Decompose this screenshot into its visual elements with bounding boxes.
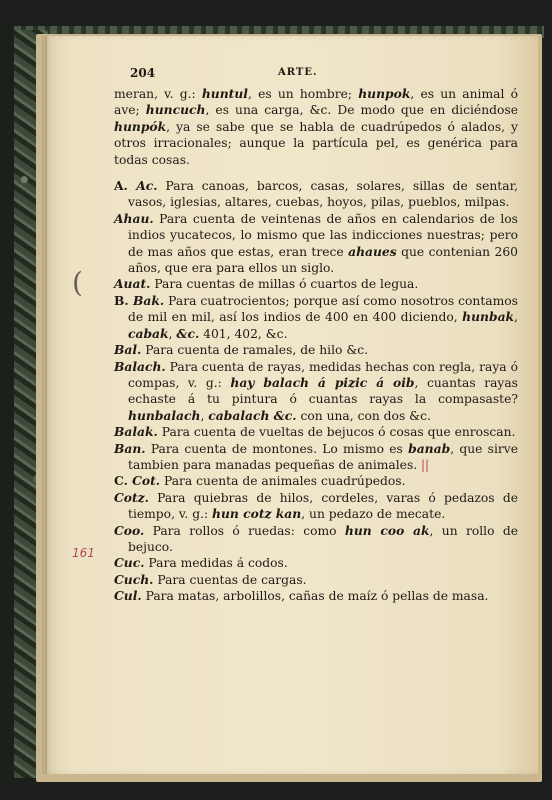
- classifier-entry: Balach. Para cuenta de rayas, medidas hechas con regla, raya ó compas, v. g.: hay balach á pizic á oib, cuantas rayas echaste á tu pintura ó cuantas rayas la compasaste? hunbalach, cabalach &c. con una, con dos &c.: [114, 358, 518, 423]
- entry-headword: Bak.: [133, 292, 165, 308]
- classifier-entry: Coo. Para rollos ó ruedas: como hun coo ak, un rollo de bejuco.: [114, 522, 518, 554]
- opening-paragraph: meran, v. g.: huntul, es un hombre; hunpok, es un animal ó ave; huncuch, es una carga, &c. De modo que en diciéndose hunpók, ya se sabe que se habla de cuadrúpedos ó alados, y otros irracionales; aunque la partícula pel, es genérica para todas cosas.: [114, 86, 518, 167]
- gutter-line: [45, 36, 47, 774]
- classifier-entry: Ahau. Para cuenta de veintenas de años en calendarios de los indios yucatecos, lo mismo que las indicciones nuestras; pero de mas años que estas, eran trece ahaues que contenian 260 años, que era para ellos un siglo.: [114, 210, 518, 276]
- classifier-entry: Cuc. Para medidas á codos.: [114, 555, 288, 571]
- entry-headword: Cuch.: [114, 571, 154, 587]
- classifier-entry: Cul. Para matas, arbolillos, cañas de maíz ó pellas de masa.: [114, 588, 489, 604]
- classifier-entry: A. Ac. Para canoas, barcos, casas, solares, sillas de sentar, vasos, iglesias, altares, cuebas, hoyos, pilas, pueblos, milpas.: [114, 178, 519, 210]
- classifier-entry: Balak. Para cuenta de vueltas de bejucos ó cosas que enroscan.: [114, 424, 516, 440]
- maya-example: hunpok: [358, 86, 411, 101]
- book-page: [42, 36, 538, 774]
- maya-example: hun cotz kan: [212, 506, 302, 522]
- body-text: [114, 86, 518, 605]
- classifier-entry: Ban. Para cuenta de montones. Lo mismo es banab, que sirve tambien para manadas pequeñas de animales. ||: [114, 440, 518, 472]
- maya-example: ahaues: [348, 243, 397, 259]
- entry-headword: Balak.: [114, 424, 158, 440]
- classifier-entry: Bal. Para cuenta de ramales, de hilo &c.: [114, 342, 369, 358]
- entry-headword: Ahau.: [114, 210, 154, 226]
- maya-example: huntul: [201, 86, 248, 101]
- maya-example: cabak: [128, 325, 169, 341]
- section-letter: A.: [114, 178, 137, 194]
- maya-example: hun coo ak: [344, 522, 430, 538]
- margin-pencil-mark: (: [72, 266, 83, 299]
- page-number: 204: [130, 66, 156, 80]
- maya-example: hunbalach: [128, 407, 201, 423]
- classifier-entry: Cuch. Para cuentas de cargas.: [114, 571, 307, 587]
- entry-headword: Bal.: [114, 342, 142, 358]
- classifier-entry: Cotz. Para quiebras de hilos, cordeles, varas ó pedazos de tiempo, v. g.: hun cotz kan, un pedazo de mecate.: [114, 489, 518, 522]
- entry-headword: Cul.: [114, 588, 142, 604]
- margin-annotation-bars: ||: [417, 457, 430, 472]
- page-header: [130, 66, 460, 82]
- classifier-entry: Auat. Para cuentas de millas ó cuartos de legua.: [114, 276, 419, 292]
- maya-example: hunpók: [114, 118, 167, 134]
- entry-headword: Ac.: [136, 178, 158, 194]
- entry-headword: Cotz.: [114, 489, 149, 505]
- maya-example: &c.: [176, 325, 200, 341]
- running-head: ARTE.: [278, 67, 318, 78]
- paragraph-gap: [114, 168, 518, 178]
- classifier-entry: C. Cot. Para cuenta de animales cuadrúpedos.: [114, 473, 406, 489]
- maya-example: banab: [408, 440, 451, 456]
- entry-headword: Balach.: [114, 358, 166, 374]
- entry-headword: Cot.: [132, 473, 161, 489]
- maya-example: hunbak: [462, 309, 515, 325]
- maya-example: huncuch: [145, 102, 206, 118]
- classifier-entry: B. Bak. Para cuatrocientos; porque así como nosotros contamos de mil en mil, así los indios de 400 en 400 diciendo, hunbak, cabak, &c. 401, 402, &c.: [114, 292, 518, 341]
- maya-example: cabalach &c.: [208, 407, 297, 423]
- entry-headword: Auat.: [114, 276, 151, 292]
- section-letter: B.: [114, 292, 134, 308]
- section-letter: C.: [114, 473, 133, 489]
- entry-headword: Ban.: [114, 440, 146, 456]
- entry-headword: Coo.: [114, 522, 145, 538]
- entry-headword: Cuc.: [114, 555, 145, 571]
- classifier-entry-list: [114, 178, 518, 605]
- margin-annotation-number: 161: [72, 546, 95, 560]
- maya-example: hay balach á pizic á oib: [230, 374, 415, 390]
